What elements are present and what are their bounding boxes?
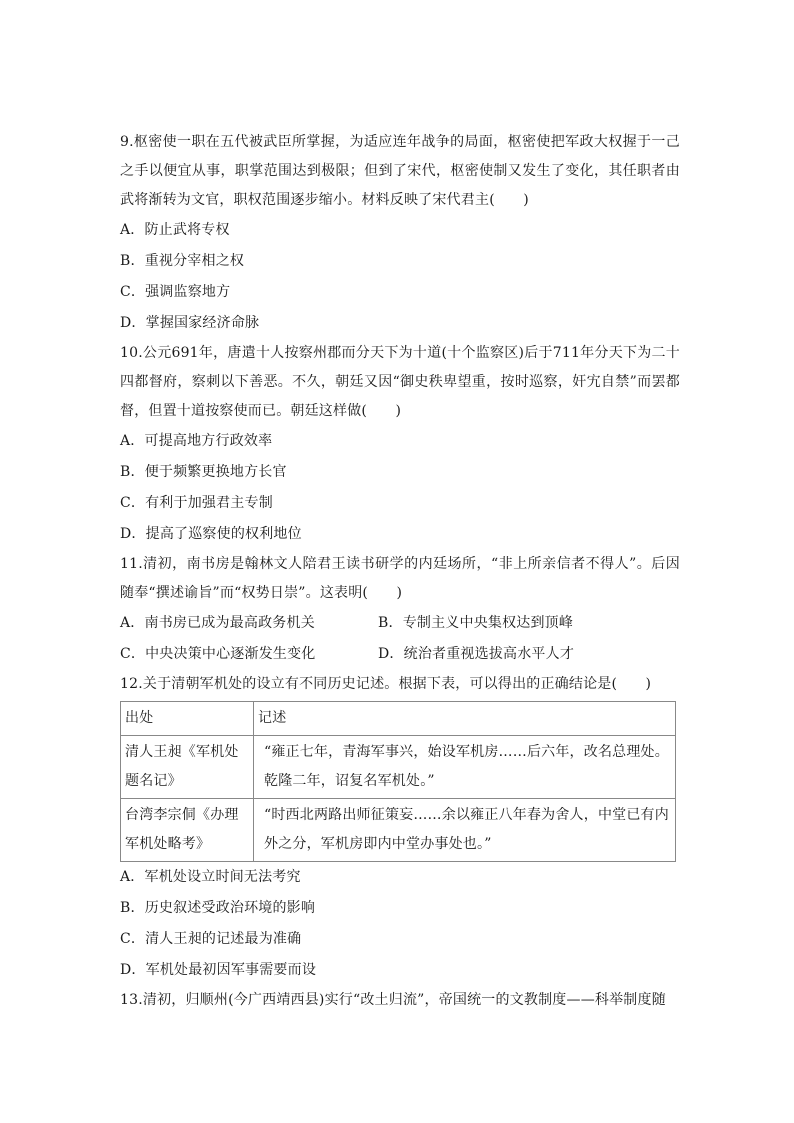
question-12-option-a: A．军机处设立时间无法考究	[120, 869, 301, 885]
table-cell-account: “时西北两路出师征策妄……余以雍正八年春为舍人，中堂已有内外之分，军机房即内中堂办事处也。”	[254, 799, 676, 862]
question-11-options-row-1	[120, 608, 680, 639]
question-12-stem: 12.关于清朝军机处的设立有不同历史记述。根据下表，可以得出的正确结论是( )	[120, 676, 652, 692]
question-12-source-table	[120, 701, 676, 862]
question-9-option-b: B．重视分宰相之权	[120, 253, 245, 269]
question-11-option-a: A．南书房已成为最高政务机关	[120, 615, 315, 631]
question-10-option-a: A．可提高地方行政效率	[120, 433, 273, 449]
question-9-option-c: C．强调监察地方	[120, 284, 231, 300]
question-10-stem: 10.公元691年，唐遣十人按察州郡而分天下为十道(十个监察区)后于711年分天下为二十四都督府，察刺以下善恶。不久，朝廷又因“御史秩卑望重，按时巡察，奸宄自禁”而罢都督，但置十道按察使而已。朝廷这样做( )	[120, 345, 680, 419]
exam-page	[120, 128, 680, 1015]
question-10-option-c: C．有利于加强君主专制	[120, 495, 273, 511]
question-13-stem: 13.清初，归顺州(今广西靖西县)实行“改土归流”，帝国统一的文教制度——科举制度随	[120, 992, 666, 1008]
question-11-option-d: D．统治者重视选拔高水平人才	[378, 646, 575, 662]
question-10-option-d: D．提高了巡察使的权利地位	[120, 526, 302, 542]
question-12-option-c: C．清人王昶的记述最为准确	[120, 931, 302, 947]
table-header-row	[121, 702, 676, 736]
table-header-account: 记述	[254, 702, 676, 736]
question-9-option-d: D．掌握国家经济命脉	[120, 315, 260, 331]
question-9-option-a: A．防止武将专权	[120, 222, 230, 238]
table-row	[121, 799, 676, 862]
question-11-stem: 11.清初，南书房是翰林文人陪君王读书研学的内廷场所，“非上所亲信者不得人”。后因随奉“撰述谕旨”而“权势日崇”。这表明( )	[120, 556, 680, 601]
question-12-option-d: D．军机处最初因军事需要而设	[120, 962, 317, 978]
table-cell-source: 清人王昶《军机处题名记》	[121, 736, 254, 799]
table-header-source: 出处	[121, 702, 254, 736]
question-11-option-c: C．中央决策中心逐渐发生变化	[120, 646, 316, 662]
question-11-options-row-2	[120, 639, 680, 670]
table-cell-source: 台湾李宗侗《办理军机处略考》	[121, 799, 254, 862]
question-10-option-b: B．便于频繁更换地方长官	[120, 464, 287, 480]
table-cell-account: “雍正七年，青海军事兴，始设军机房……后六年，改名总理处。乾隆二年，诏复名军机处。”	[254, 736, 676, 799]
table-row	[121, 736, 676, 799]
question-9-stem: 9.枢密使一职在五代被武臣所掌握，为适应连年战争的局面，枢密使把军政大权握于一己之手以便宜从事，职掌范围达到极限；但到了宋代，枢密使制又发生了变化，其任职者由武将渐转为文官，职权范围逐步缩小。材料反映了宋代君主( )	[120, 134, 680, 208]
question-12-option-b: B．历史叙述受政治环境的影响	[120, 900, 316, 916]
question-11-option-b: B．专制主义中央集权达到顶峰	[378, 615, 574, 631]
